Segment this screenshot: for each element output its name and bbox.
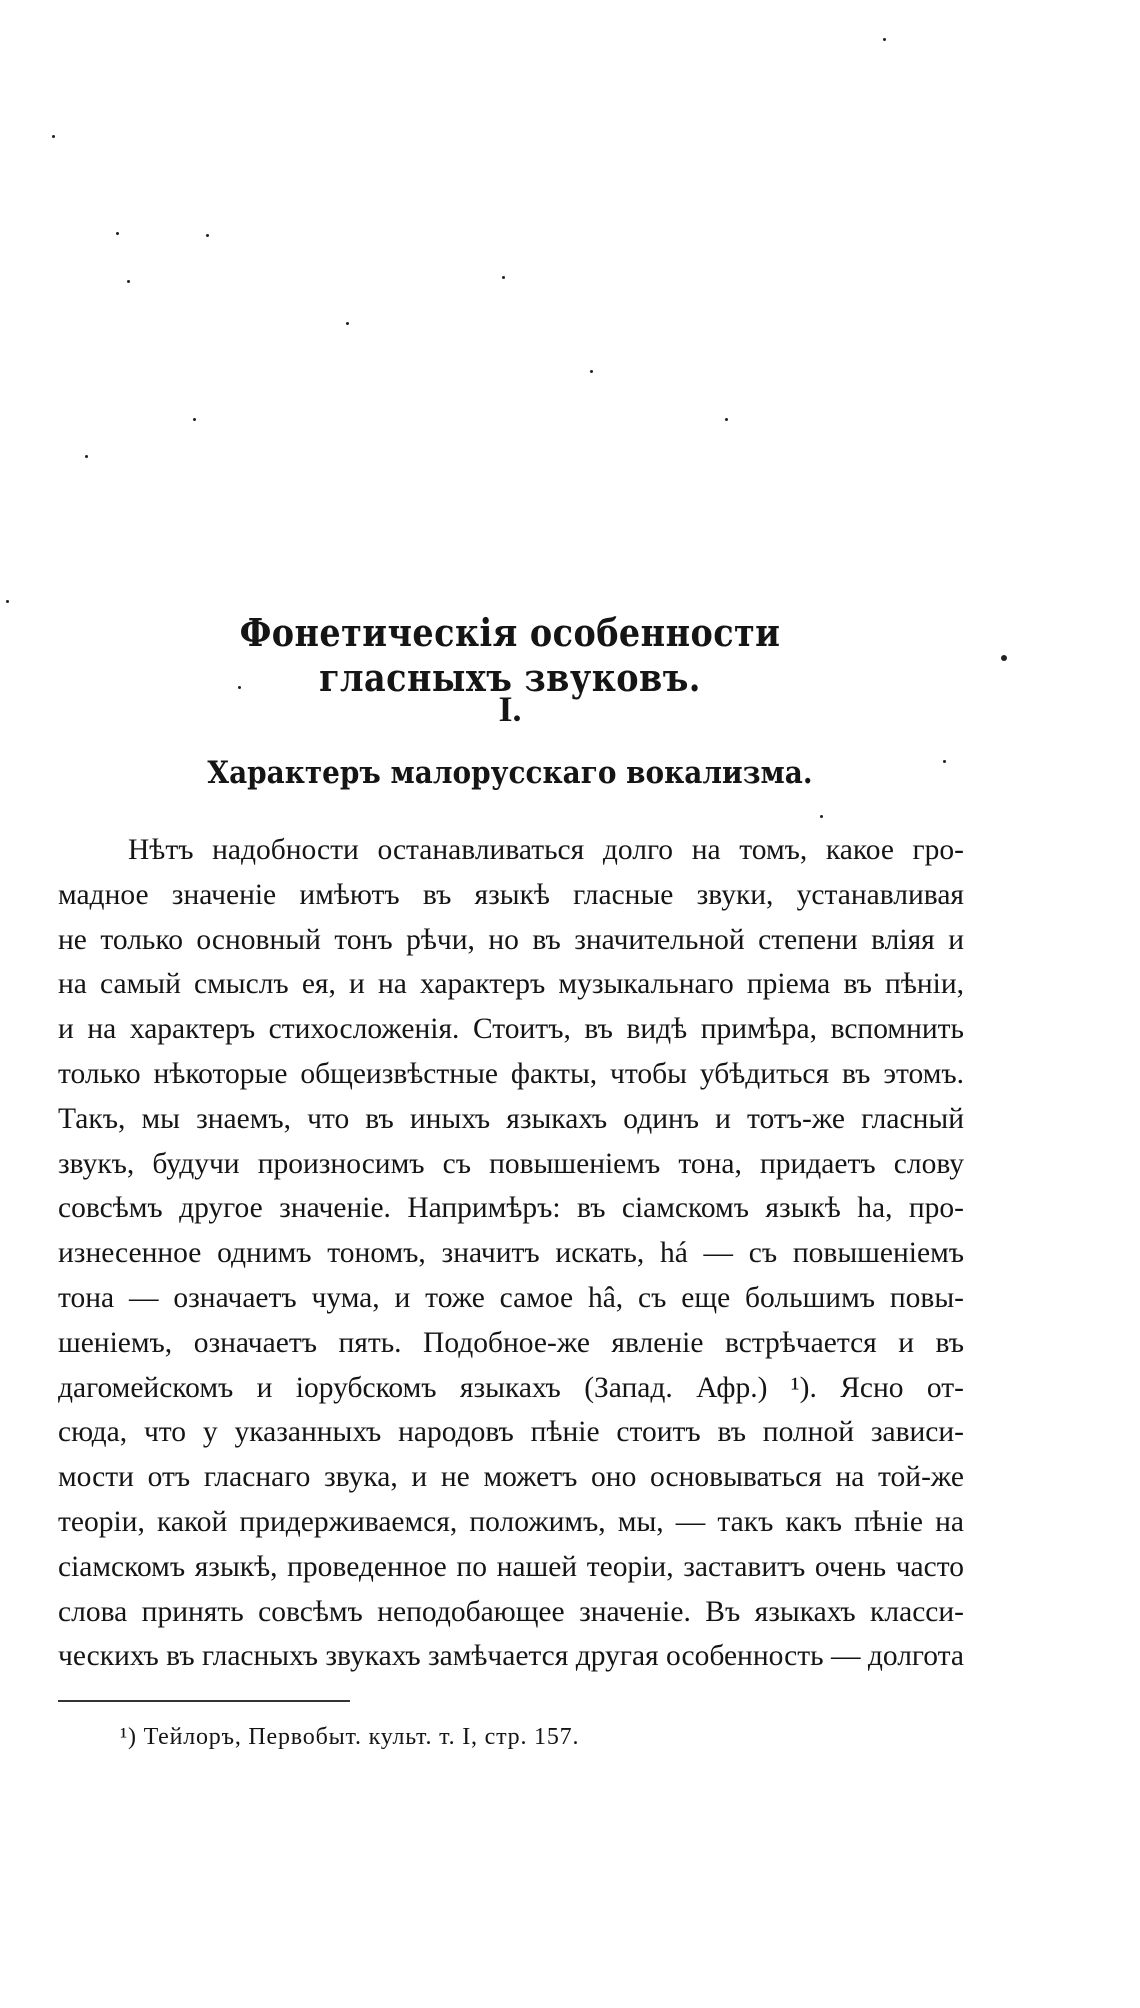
scan-speck	[725, 418, 728, 421]
section-numeral: I.	[498, 689, 522, 729]
text-line: ческихъ въ гласныхъ звукахъ замѣчается другая особенность — долгота	[58, 1640, 964, 1673]
scan-speck	[883, 38, 886, 41]
text-line: на самый смыслъ ея, и на характеръ музыкальнаго пріема въ пѣніи,	[58, 968, 964, 1001]
text-line: шеніемъ, означаетъ пять. Подобное-же явленіе встрѣчается и въ	[58, 1326, 964, 1359]
section-heading: Характеръ малорусскаго вокализма.	[207, 755, 813, 791]
text-line: слова принять совсѣмъ неподобающее значеніе. Въ языкахъ класси-	[58, 1595, 964, 1628]
scan-speck	[206, 234, 209, 237]
scan-speck	[346, 322, 349, 325]
text-line: совсѣмъ другое значеніе. Напримѣръ: въ сіамскомъ языкѣ ha, про-	[58, 1192, 964, 1225]
scan-speck	[943, 760, 946, 763]
text-line: Нѣтъ надобности останавливаться долго на томъ, какое гро-	[128, 834, 964, 866]
text-line: мости отъ гласнаго звука, и не можетъ оно основываться на той-же	[58, 1461, 964, 1494]
text-line: тона — означаетъ чума, и тоже самое hâ, съ еще большимъ повы-	[58, 1281, 964, 1314]
text-line: сіамскомъ языкѣ, проведенное по нашей теоріи, заставитъ очень часто	[58, 1550, 964, 1583]
scan-speck	[116, 232, 119, 235]
text-line: изнесенное однимъ тономъ, значитъ искать, há — съ повышеніемъ	[58, 1237, 964, 1270]
chapter-title: Фонетическія особенности гласныхъ звуковъ.	[239, 610, 781, 700]
text-line: и на характеръ стихосложенія. Стоитъ, въ видѣ примѣра, вспомнить	[58, 1013, 964, 1046]
footnote-divider	[58, 1700, 350, 1702]
footnote: ¹) Тейлоръ, Первобыт. культ. т. I, стр. 157.	[120, 1724, 580, 1750]
scan-speck	[502, 276, 505, 279]
text-line: дагомейскомъ и іорубскомъ языкахъ (Запад. Афр.) ¹). Ясно от-	[58, 1371, 964, 1404]
text-line: звукъ, будучи произносимъ съ повышеніемъ тона, придаетъ слову	[58, 1147, 964, 1180]
scan-speck	[193, 418, 196, 421]
text-line: только нѣкоторые общеизвѣстные факты, чтобы убѣдиться въ этомъ.	[58, 1057, 964, 1090]
body-paragraph	[58, 828, 964, 1679]
text-line: сюда, что у указанныхъ народовъ пѣніе стоитъ въ полной зависи-	[58, 1416, 964, 1449]
scan-speck	[52, 135, 55, 138]
text-line: не только основный тонъ рѣчи, но въ значительной степени вліяя и	[58, 923, 964, 956]
scan-speck	[127, 280, 130, 283]
scan-speck	[590, 370, 593, 373]
text-line: мадное значеніе имѣютъ въ языкѣ гласные звуки, устанавливая	[58, 878, 964, 911]
scan-speck	[85, 455, 88, 458]
scan-speck	[6, 600, 9, 603]
text-line: теоріи, какой придерживаемся, положимъ, мы, — такъ какъ пѣніе на	[58, 1505, 964, 1538]
text-line: Такъ, мы знаемъ, что въ иныхъ языкахъ одинъ и тотъ-же гласный	[58, 1102, 964, 1135]
scan-speck	[1001, 655, 1007, 661]
scan-speck	[820, 815, 823, 818]
